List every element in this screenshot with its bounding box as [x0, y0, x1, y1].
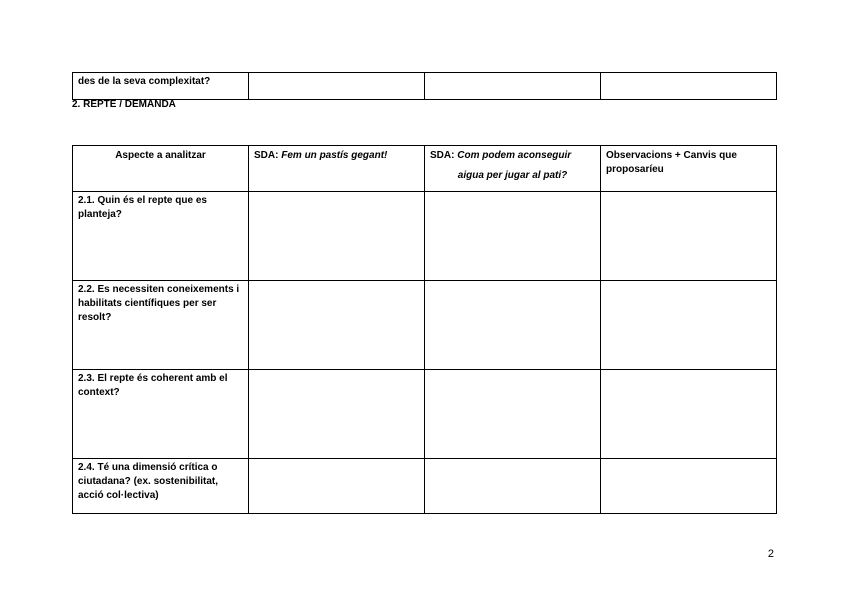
table-cell[interactable]: [601, 281, 777, 370]
question-cell: 2.3. El repte és coherent amb el context?: [73, 370, 249, 459]
header-row: [73, 146, 777, 192]
table-row: [73, 281, 777, 370]
table-row: [73, 370, 777, 459]
header-aspect: Aspecte a analitzar: [73, 146, 249, 192]
table-cell[interactable]: [249, 73, 425, 100]
table-cell[interactable]: [425, 370, 601, 459]
question-cell: 2.4. Té una dimensió crítica o ciutadana? (ex. sostenibilitat, acció col·lectiva): [73, 459, 249, 514]
question-cell: 2.1. Quin és el repte que es planteja?: [73, 192, 249, 281]
repte-demanda-table: [72, 145, 777, 514]
header-observations: Observacions + Canvis que proposaríeu: [601, 146, 777, 192]
table-cell[interactable]: [601, 73, 777, 100]
table-cell[interactable]: [249, 459, 425, 514]
table-row: [73, 459, 777, 514]
row-label: des de la seva complexitat?: [73, 73, 249, 100]
table-row: [73, 192, 777, 281]
previous-section-table: [72, 72, 777, 100]
table-cell[interactable]: [601, 192, 777, 281]
table-cell[interactable]: [425, 281, 601, 370]
table-row: [73, 73, 777, 100]
page-number: 2: [767, 548, 774, 560]
table-cell[interactable]: [425, 459, 601, 514]
sda-title-line1: Com podem aconseguir: [457, 150, 572, 161]
question-cell: 2.2. Es necessiten coneixements i habilitats científiques per ser resolt?: [73, 281, 249, 370]
table-cell[interactable]: [601, 459, 777, 514]
sda-title: Fem un pastís gegant!: [281, 150, 388, 161]
section-title: 2. REPTE / DEMANDA: [72, 99, 176, 110]
sda-prefix: SDA:: [430, 150, 458, 161]
sda-prefix: SDA:: [254, 150, 282, 161]
table-cell[interactable]: [249, 281, 425, 370]
table-cell[interactable]: [249, 192, 425, 281]
sda-title-line2: aigua per jugar al pati?: [457, 170, 568, 181]
header-sda-2: [425, 146, 601, 192]
table-cell[interactable]: [425, 73, 601, 100]
header-sda-1: [249, 146, 425, 192]
table-cell[interactable]: [425, 192, 601, 281]
table-cell[interactable]: [249, 370, 425, 459]
table-cell[interactable]: [601, 370, 777, 459]
